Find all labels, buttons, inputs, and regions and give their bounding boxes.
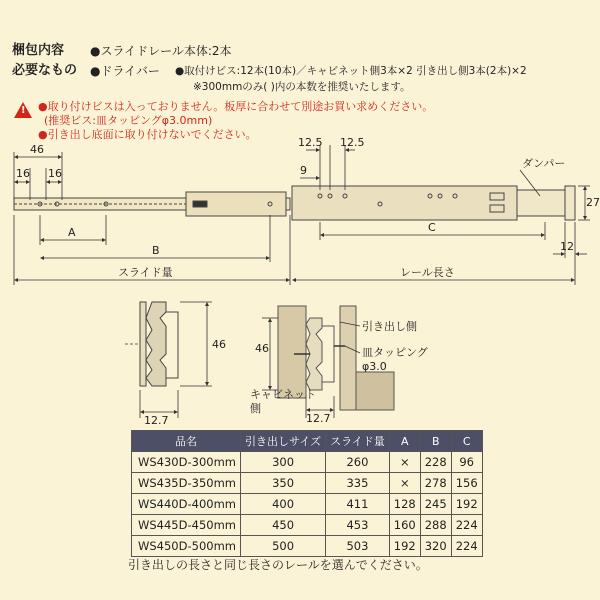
dim-46-top: 46: [30, 143, 44, 156]
required-item-driver: ●ドライバー: [90, 64, 160, 78]
table-row: [132, 494, 483, 515]
cell-b: 320: [420, 536, 451, 557]
table-row: [132, 452, 483, 473]
cell-c: 192: [451, 494, 482, 515]
cell-slide-amount: 260: [326, 452, 390, 473]
cell-drawer-size: 450: [240, 515, 325, 536]
table-header-row: [132, 431, 483, 452]
screw-size-label: φ3.0: [362, 360, 387, 373]
outer-rail: [292, 186, 517, 220]
header-a: A: [389, 431, 420, 452]
cell-name: WS430D-300mm: [132, 452, 241, 473]
cabinet-side-label-2: 側: [250, 402, 261, 415]
required-note: ※300mmのみ( )内の本数を推奨いたします。: [193, 81, 411, 93]
table-row: [132, 515, 483, 536]
cell-c: 224: [451, 536, 482, 557]
cell-name: WS450D-500mm: [132, 536, 241, 557]
rail-end: [565, 186, 575, 220]
cell-a: ×: [389, 473, 420, 494]
screw-label: 皿タッピング: [362, 346, 428, 359]
damper-body: [517, 190, 565, 216]
cell-slide-amount: 503: [326, 536, 390, 557]
rail-length-label: レール長さ: [400, 266, 455, 279]
header-b: B: [420, 431, 451, 452]
cell-b: 278: [420, 473, 451, 494]
table-row: [132, 473, 483, 494]
spec-table: [131, 430, 483, 557]
dim-12-7-left: 12.7: [144, 414, 169, 427]
required-label: 必要なもの: [12, 63, 78, 78]
cell-a: 128: [389, 494, 420, 515]
cell-c: 96: [451, 452, 482, 473]
lock-lever: [193, 201, 207, 207]
dim-b: B: [152, 244, 160, 257]
cell-a: ×: [389, 452, 420, 473]
drawer-side-label: 引き出し側: [362, 320, 417, 333]
package-label: 梱包内容: [12, 43, 65, 58]
cell-slide-amount: 411: [326, 494, 390, 515]
drawer-bottom: [356, 372, 394, 410]
dim-12-5-a: 12.5: [298, 136, 323, 149]
dim-12-7-right: 12.7: [306, 412, 331, 425]
section-left-dimensions: [125, 302, 212, 418]
dim-a: A: [68, 226, 76, 239]
warning-triangle-icon: !: [14, 102, 32, 118]
cell-c: 224: [451, 515, 482, 536]
cell-name: WS440D-400mm: [132, 494, 241, 515]
cell-b: 245: [420, 494, 451, 515]
cell-a: 160: [389, 515, 420, 536]
cell-name: WS435D-350mm: [132, 473, 241, 494]
header-slide-amount: スライド量: [326, 431, 390, 452]
dim-9: 9: [300, 164, 307, 177]
rail-top-view: [14, 186, 575, 220]
cell-drawer-size: 350: [240, 473, 325, 494]
cabinet-panel: [278, 306, 306, 398]
dim-16-a: 16: [16, 167, 30, 180]
cell-name: WS445D-450mm: [132, 515, 241, 536]
dim-46-right: 46: [255, 342, 269, 355]
warning-line-1: ●取り付けビスは入っておりません。板厚に合わせて別途お買い求めください。: [38, 100, 434, 113]
package-item: ●スライドレール本体:2本: [90, 44, 232, 58]
dim-12: 12: [560, 240, 574, 253]
cabinet-side-label-1: キャビネット: [250, 388, 316, 401]
slide-amount-label: スライド量: [118, 266, 173, 279]
header-c: C: [451, 431, 482, 452]
cell-a: 192: [389, 536, 420, 557]
table-row: [132, 536, 483, 557]
cell-slide-amount: 453: [326, 515, 390, 536]
damper-label: ダンパー: [522, 157, 566, 170]
dim-27: 27: [586, 196, 600, 209]
cell-slide-amount: 335: [326, 473, 390, 494]
cell-drawer-size: 300: [240, 452, 325, 473]
drawer-panel: [340, 306, 356, 410]
dim-46-left: 46: [212, 338, 226, 351]
rail-section-left: [140, 302, 178, 386]
cell-b: 288: [420, 515, 451, 536]
dim-c: C: [428, 221, 436, 234]
warning-line-3: ●引き出し底面に取り付けないでください。: [38, 128, 257, 141]
cell-drawer-size: 400: [240, 494, 325, 515]
dim-16-b: 16: [48, 167, 62, 180]
header-name: 品名: [132, 431, 241, 452]
footer-note: 引き出しの長さと同じ長さのレールを選んでください。: [128, 558, 428, 572]
header-drawer-size: 引き出しサイズ: [240, 431, 325, 452]
cell-c: 156: [451, 473, 482, 494]
cell-b: 228: [420, 452, 451, 473]
warning-line-2: (推奨ビス:皿タッピングφ3.0mm): [44, 114, 213, 127]
cell-drawer-size: 500: [240, 536, 325, 557]
dim-12-5-b: 12.5: [340, 136, 365, 149]
required-item-screws: ●取付けビス:12本(10本)／キャビネット側3本×2 引き出し側3本(2本)×2: [175, 65, 527, 77]
